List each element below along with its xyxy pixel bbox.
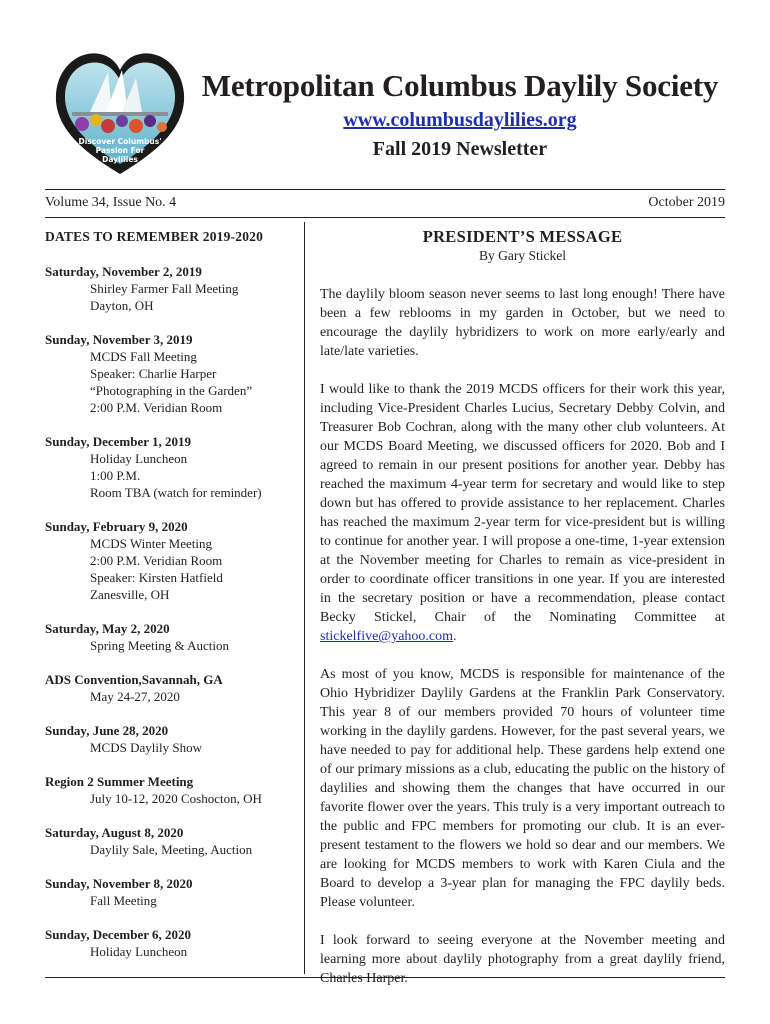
website-link[interactable]: www.columbusdaylilies.org	[343, 109, 577, 131]
paragraph-2-end: .	[453, 629, 457, 644]
event-item	[45, 722, 295, 756]
event-detail: 1:00 P.M.	[90, 468, 141, 483]
svg-text:Daylilies: Daylilies	[102, 155, 138, 164]
event-detail: “Photographing in the Garden”	[90, 383, 253, 398]
byline: By Gary Stickel	[479, 248, 566, 263]
event-item	[45, 620, 295, 654]
paragraph-2-text: I would like to thank the 2019 MCDS officers for their work this year, including Vice-President Charles Lucius, Secretary Debby Colvin, and Treasurer Bob Cochran, along with the many other club volunteers. At our MCDS Board Meeting, we discussed officers for 2020. Bob and I agreed to remain in our present positions for another year. Debby has reached the maximum 4-year term for secretary and would like to step down but has offered to provide assistance to her replacement. Charles has reached the maximum 2-year term for vice-president but is willing to continue for another year. I will propose a one-time, 1-year extension at the November meeting for Charles to remain as vice-president in order to coordinate officer transitions in one year. If you are interested in the secretary position or have a recommendation, please contact Becky Stickel, Chair of the Nominating Committee at	[320, 382, 725, 625]
event-detail: MCDS Daylily Show	[90, 740, 202, 755]
event-item	[45, 263, 295, 314]
column-divider	[304, 222, 305, 974]
event-item	[45, 331, 295, 416]
event-detail: Zanesville, OH	[90, 587, 170, 602]
paragraph-4: I look forward to seeing everyone at the November meeting and learning more about daylily photography from a great daylily friend, Charles Harper.	[320, 933, 725, 986]
heart-logo-icon	[50, 42, 190, 182]
society-title: Metropolitan Columbus Daylily Society	[201, 68, 719, 103]
event-item	[45, 875, 295, 909]
paragraph-3: As most of you know, MCDS is responsible for maintenance of the Ohio Hybridizer Daylily Gardens at the Franklin Park Conservatory. This year 8 of our members provided 70 hours of volunteer time working in the daylily gardens. However, for the past several years, we have needed to pay for additional help. These gardens help extend one of our primary missions as a club, educating the public on the history of daylilies and showing them the changes that have occurred in our favorite flower over the years. This truly is a very important outreach to the public and FPC members for promoting our club. It is an ever-present testament to the flowers we hold so dear and our members. We are looking for MCDS members to work with Karen Ciula and the Board to develop a 3-year plan for managing the FPC daylily beds. Please volunteer.	[320, 667, 725, 910]
event-date: Sunday, November 8, 2020	[45, 876, 193, 891]
event-detail: Daylily Sale, Meeting, Auction	[90, 842, 253, 857]
event-item	[45, 518, 295, 603]
event-detail: 2:00 P.M. Veridian Room	[90, 553, 223, 568]
volume-issue: Volume 34, Issue No. 4	[45, 195, 177, 210]
event-date: Sunday, November 3, 2019	[45, 332, 193, 347]
event-detail: Fall Meeting	[90, 893, 157, 908]
dates-heading: DATES TO REMEMBER 2019-2020	[45, 229, 264, 244]
svg-text:Discover Columbus': Discover Columbus'	[78, 137, 162, 146]
event-detail: Dayton, OH	[90, 298, 154, 313]
event-detail: Holiday Luncheon	[90, 451, 188, 466]
event-detail: Holiday Luncheon	[90, 944, 188, 959]
event-date: ADS Convention,Savannah, GA	[45, 672, 223, 687]
masthead	[195, 68, 725, 162]
event-date: Sunday, June 28, 2020	[45, 723, 169, 738]
newsletter-title: Fall 2019 Newsletter	[372, 138, 548, 160]
event-item	[45, 433, 295, 501]
svg-text:Passion For: Passion For	[95, 146, 145, 155]
event-date: Region 2 Summer Meeting	[45, 774, 194, 789]
event-date: Sunday, December 6, 2020	[45, 927, 192, 942]
event-detail: Shirley Farmer Fall Meeting	[90, 281, 239, 296]
top-rule	[45, 189, 725, 190]
event-detail: Spring Meeting & Auction	[90, 638, 230, 653]
event-item	[45, 824, 295, 858]
event-date: Saturday, August 8, 2020	[45, 825, 184, 840]
event-detail: MCDS Winter Meeting	[90, 536, 213, 551]
event-detail: 2:00 P.M. Veridian Room	[90, 400, 223, 415]
issue-date: October 2019	[648, 195, 725, 210]
event-detail: MCDS Fall Meeting	[90, 349, 197, 364]
email-link[interactable]: stickelfive@yahoo.com	[320, 629, 454, 644]
event-detail: May 24-27, 2020	[90, 689, 180, 704]
event-item	[45, 926, 295, 960]
president-message	[320, 227, 725, 1007]
issue-info-row	[45, 195, 725, 211]
event-item	[45, 671, 295, 705]
event-date: Saturday, May 2, 2020	[45, 621, 170, 636]
event-date: Sunday, December 1, 2019	[45, 434, 192, 449]
event-date: Sunday, February 9, 2020	[45, 519, 188, 534]
bottom-rule	[45, 977, 725, 978]
event-detail: Speaker: Charlie Harper	[90, 366, 217, 381]
event-item	[45, 773, 295, 807]
president-heading: PRESIDENT’S MESSAGE	[422, 227, 623, 246]
event-detail: Room TBA (watch for reminder)	[90, 485, 262, 500]
events-list	[45, 263, 295, 960]
event-detail: July 10-12, 2020 Coshocton, OH	[90, 791, 262, 806]
info-rule	[45, 217, 725, 218]
dates-column	[45, 228, 295, 977]
event-date: Saturday, November 2, 2019	[45, 264, 202, 279]
paragraph-1: The daylily bloom season never seems to last long enough! There have been a few reblooms in my garden in October, but we need to encourage the daylily hybridizers to work on more early/early and late/late varieties.	[320, 287, 725, 359]
society-logo	[50, 42, 190, 182]
paragraph-2	[320, 380, 725, 646]
event-detail: Speaker: Kirsten Hatfield	[90, 570, 223, 585]
